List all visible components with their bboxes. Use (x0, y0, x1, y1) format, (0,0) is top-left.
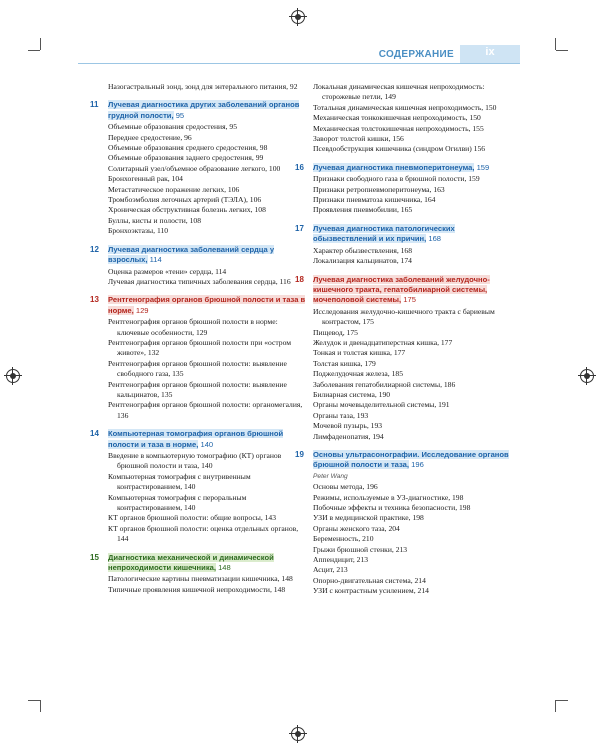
toc-entry: Введение в компьютерную томографию (КТ) органов брюшной полости и таза, 140 (108, 451, 282, 471)
toc-entry: Объемные образования средостения, 95 (108, 122, 238, 132)
chapter-page: 196 (411, 460, 424, 470)
toc-entry: Проявления пневмобилии, 165 (313, 205, 413, 215)
toc-entry: Заболевания гепатобилиарной системы, 186 (313, 379, 456, 389)
chapter-page: 168 (428, 234, 442, 244)
chapter-number: 14 (90, 429, 99, 439)
toc-entry: Компьютерная томография с внутривенным контрастированием, 140 (108, 471, 251, 492)
crop-mark (555, 700, 556, 712)
chapter-title (108, 295, 308, 316)
toc-entry: Заворот толстой кишки, 156 (313, 134, 404, 144)
crop-mark (556, 700, 568, 701)
toc-right-column (295, 82, 518, 597)
toc-entry: Органы женского таза, 204 (313, 523, 400, 533)
toc-entry: Хроническая обструктивная болезнь легких, 108 (108, 205, 266, 215)
chapter-page: 129 (135, 305, 149, 315)
toc-entry: Солитарный узел/объемное образование легкого, 100 (108, 163, 281, 173)
toc-entry: Рентгенография органов брюшной полости: выявление свободного газа, 135 (108, 358, 287, 379)
toc-entry: Тромбоэмболия легочных артерий (ТЭЛА), 106 (108, 195, 262, 205)
toc-entry: Механическая тонкокишечная непроходимость, 150 (313, 113, 481, 123)
chapter-12 (90, 244, 308, 266)
chapter-title (313, 163, 518, 173)
toc-entry: Тонкая и толстая кишка, 177 (313, 348, 406, 358)
toc-entry: Тотальная динамическая кишечная непроходимость, 150 (313, 102, 497, 112)
crop-mark (40, 38, 41, 50)
chapter-19 (295, 450, 518, 471)
toc-entry: КТ органов брюшной полости: общие вопросы, 143 (108, 513, 277, 523)
toc-entry: Локализация кальцинатов, 174 (313, 256, 412, 266)
toc-entry: Признаки ретропневмоперитонеума, 163 (313, 184, 445, 194)
toc-entry: Буллы, кисты и полости, 108 (108, 215, 201, 225)
chapter-page: 114 (149, 255, 162, 265)
chapter-page: 159 (476, 162, 490, 172)
toc-entry: Локальная динамическая кишечная непроходимость: сторожевые петли, 149 (313, 82, 485, 102)
chapter-title-text: Рентгенография органов брюшной полости и таза в норме, (108, 295, 306, 315)
chapter-title (108, 429, 308, 450)
toc-entry: Побочные эффекты и техника безопасности, 198 (313, 503, 471, 513)
toc-entry: Бронхогенный рак, 104 (108, 174, 183, 184)
toc-entry: Компьютерная томография с пероральным контрастированием, 140 (108, 492, 247, 513)
toc-entry: Мочевой пузырь, 193 (313, 421, 383, 431)
registration-mark-top (291, 10, 305, 24)
chapter-title (108, 100, 308, 121)
toc-entry: УЗИ в медицинской практике, 198 (313, 513, 424, 523)
chapter-17 (295, 223, 518, 245)
toc-entry: Аппендицит, 213 (313, 555, 369, 565)
chapter-title-text: Лучевая диагностика других заболеваний органов грудной полости, (108, 100, 300, 120)
crop-mark (28, 700, 40, 701)
header-page-number: ix (485, 46, 495, 58)
toc-entry: Толстая кишка, 179 (313, 358, 376, 368)
chapter-title-text: Лучевая диагностика патологических обызвествлений и их причин, (313, 223, 455, 244)
toc-entry: Рентгенография органов брюшной полости: органомегалия, 136 (108, 400, 303, 420)
chapter-number: 15 (90, 552, 99, 562)
toc-entry: Псевдообструкция кишечника (синдром Огилви) 156 (313, 144, 486, 154)
toc-left-column (90, 82, 308, 595)
header-title: СОДЕРЖАНИЕ (378, 49, 454, 60)
chapter-11 (90, 100, 308, 121)
toc-entry: Лимфаденопатия, 194 (313, 431, 384, 441)
chapter-title (313, 224, 518, 245)
chapter-16 (295, 162, 518, 173)
toc-entry: Патологические картины пневматизации кишечника, 148 (108, 574, 293, 584)
toc-entry: Опорно-двигательная система, 214 (313, 575, 426, 585)
crop-mark (28, 50, 40, 51)
toc-entry: Переднее средостение, 96 (108, 132, 192, 142)
toc-entry: Асцит, 213 (313, 565, 348, 575)
chapter-13 (90, 295, 308, 316)
toc-entry: Объемные образования среднего средостения, 98 (108, 143, 268, 153)
chapter-15 (90, 552, 308, 574)
toc-entry: Типичные проявления кишечной непроходимости, 148 (108, 584, 286, 594)
chapter-18 (295, 274, 518, 306)
toc-entry: КТ органов брюшной полости: оценка отдельных органов, 144 (108, 523, 299, 544)
toc-entry: Пищевод, 175 (313, 327, 358, 337)
chapter-number: 18 (295, 274, 304, 284)
toc-entry: Желудок и двенадцатиперстная кишка, 177 (313, 337, 453, 347)
toc-entry: Поджелудочная железа, 185 (313, 369, 403, 379)
chapter-number: 19 (295, 450, 304, 459)
crop-mark (40, 700, 41, 712)
toc-entry: Метастатическое поражение легких, 106 (108, 184, 240, 194)
toc-entry: Механическая толстокишечная непроходимость, 155 (313, 123, 484, 133)
crop-mark (556, 50, 568, 51)
toc-entry: Признаки свободного газа в брюшной полости, 159 (313, 174, 480, 184)
chapter-page: 175 (403, 295, 416, 305)
toc-entry: Органы таза, 193 (313, 410, 369, 420)
toc-entry: Режимы, используемые в УЗ-диагностике, 198 (313, 492, 464, 502)
chapter-title (313, 275, 518, 306)
toc-entry: Рентгенография органов брюшной полости при «остром животе», 132 (108, 337, 292, 358)
toc-entry: Органы мочевыделительной системы, 191 (313, 400, 450, 410)
toc-entry: Рентгенография органов брюшной полости в норме: ключевые особенности, 129 (108, 317, 278, 337)
toc-entry: Бронхоэктазы, 110 (108, 226, 169, 236)
registration-mark-left (6, 369, 20, 383)
chapter-title-text: Лучевая диагностика пневмоперитонеума, (313, 162, 475, 172)
chapter-title-text: Лучевая диагностика заболеваний желудочно-кишечного тракта, гепатобилиарной системы, мочеполовой системы, (313, 274, 490, 305)
toc-entry: Основы метода, 196 (313, 482, 378, 492)
toc-entry: Билиарная система, 190 (313, 389, 391, 399)
toc-entry: Грыжи брюшной стенки, 213 (313, 544, 408, 554)
toc-entry: УЗИ с контрастным усилением, 214 (313, 586, 429, 596)
chapter-number: 17 (295, 223, 304, 233)
chapter-number: 16 (295, 162, 304, 172)
chapter-page: 95 (175, 110, 185, 120)
chapter-author: Peter Wang (313, 472, 348, 480)
chapter-number: 13 (90, 295, 99, 305)
toc-entry: Объемные образования заднего средостения, 99 (108, 153, 264, 163)
header-rule (78, 63, 520, 64)
chapter-title (108, 245, 308, 266)
chapter-page: 148 (218, 563, 231, 573)
crop-mark (555, 38, 556, 50)
toc-entry: Лучевая диагностика типичных заболевания сердца, 116 (108, 276, 291, 286)
chapter-title-text: Компьютерная томография органов брюшной полости и таза в норме, (108, 429, 284, 449)
toc-entry: Рентгенография органов брюшной полости: выявление кальцинатов, 135 (108, 379, 287, 399)
registration-mark-right (580, 369, 594, 383)
registration-mark-bottom (291, 727, 305, 741)
toc-entry: Признаки пневматоза кишечника, 164 (313, 195, 436, 205)
toc-entry: Назогастральный зонд, зонд для энтерального питания, 92 (108, 82, 298, 91)
chapter-title (313, 450, 518, 471)
chapter-title-text: Основы ультрасонографии. Исследование органов брюшной полости и таза, (313, 450, 509, 470)
chapter-title (108, 553, 308, 574)
toc-entry: Характер обызвествления, 168 (313, 245, 413, 255)
chapter-number: 11 (90, 100, 99, 110)
chapter-page: 140 (200, 439, 214, 449)
chapter-number: 12 (90, 244, 99, 254)
toc-entry: Оценка размеров «тени» сердца, 114 (108, 266, 227, 276)
toc-entry: Беременность, 210 (313, 534, 374, 544)
chapter-title-text: Лучевая диагностика заболеваний сердца у взрослых, (108, 244, 275, 265)
chapter-title-text: Диагностика механической и динамической непроходимости кишечника, (108, 552, 274, 573)
chapter-14 (90, 429, 308, 450)
toc-entry: Исследования желудочно-кишечного тракта с бариевым контрастом, 175 (313, 306, 495, 327)
